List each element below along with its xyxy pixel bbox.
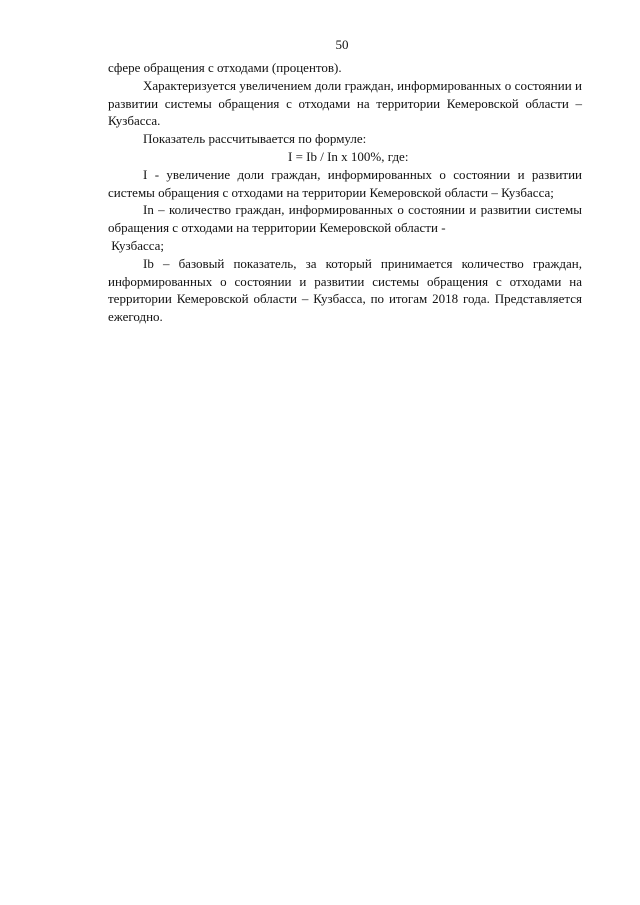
definition-in: In – количество граждан, информированных о состоянии и развитии системы обращения с отходами на территории Кемеровской области - [108, 202, 582, 236]
paragraph-characterized: Характеризуется увеличением доли граждан, информированных о состоянии и развитии системы обращения с отходами на территории Кемеровской области – Кузбасса. [108, 77, 582, 129]
definition-ib: Ib – базовый показатель, за который принимается количество граждан, информированных о состоянии и развитии системы обращения с отходами на территории Кемеровской области – Кузбасса, по итогам 2018 года. Представляется ежегодно. [108, 255, 582, 325]
document-body [108, 59, 582, 326]
definition-in-tail-text: Кузбасса; [111, 237, 165, 253]
page-number: 50 [335, 37, 349, 52]
definition-i: I - увеличение доли граждан, информированных о состоянии и развитии системы обращения с отходами на территории Кемеровской области – Кузбасса; [108, 166, 582, 200]
definition-in-tail [108, 237, 582, 255]
continuation-line: сфере обращения с отходами (процентов). [108, 60, 342, 75]
formula-intro: Показатель рассчитывается по формуле: [143, 131, 367, 147]
formula: I = Ib / In x 100%, где: [288, 148, 409, 164]
